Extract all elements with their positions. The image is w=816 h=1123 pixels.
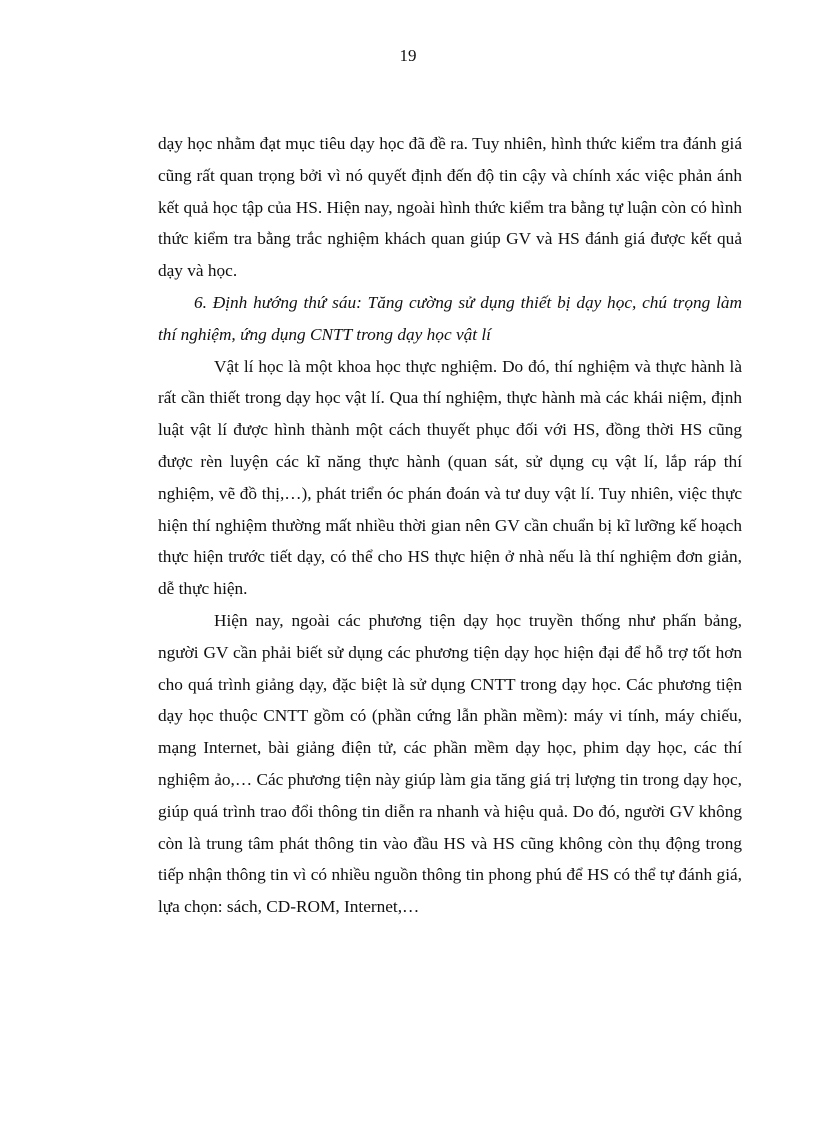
paragraph-it-media: Hiện nay, ngoài các phương tiện dạy học truyền thống như phấn bảng, người GV cần phải biết sử dụng các phương tiện dạy học hiện đại để hỗ trợ tốt hơn cho quá trình giảng dạy, đặc biệt là sử dụng CNTT trong dạy học. Các phương tiện dạy học thuộc CNTT gồm có (phần cứng lẫn phần mềm): máy vi tính, máy chiếu, mạng Internet, bài giảng điện tử, các phần mềm dạy học, phim dạy học, các thí nghiệm ảo,… Các phương tiện này giúp làm gia tăng giá trị lượng tin trong dạy học, giúp quá trình trao đổi thông tin diễn ra nhanh và hiệu quả. Do đó, người GV không còn là trung tâm phát thông tin vào đầu HS và HS cũng không còn thụ động trong tiếp nhận thông tin vì có nhiều nguồn thông tin phong phú để HS có thể tự đánh giá, lựa chọn: sách, CD-ROM, Internet,…	[158, 610, 742, 917]
section-heading-6: 6. Định hướng thứ sáu: Tăng cường sử dụng thiết bị dạy học, chú trọng làm thí nghiệm, ứng dụng CNTT trong dạy học vật lí	[158, 292, 742, 344]
page-number: 19	[399, 46, 417, 65]
document-body	[158, 128, 742, 923]
paragraph-experiments: Vật lí học là một khoa học thực nghiệm. Do đó, thí nghiệm và thực hành là rất cần thiết trong dạy học vật lí. Qua thí nghiệm, thực hành mà các khái niệm, định luật vật lí được hình thành một cách thuyết phục đối với HS, đồng thời HS cũng được rèn luyện các kĩ năng thực hành (quan sát, sử dụng cụ vật lí, lắp ráp thí nghiệm, vẽ đồ thị,…), phát triển óc phán đoán và tư duy vật lí. Tuy nhiên, việc thực hiện thí nghiệm thường mất nhiều thời gian nên GV cần chuẩn bị kĩ lưỡng kế hoạch thực hiện trước tiết dạy, có thể cho HS thực hiện ở nhà nếu là thí nghiệm đơn giản, dễ thực hiện.	[158, 356, 742, 599]
paragraph-continued: dạy học nhằm đạt mục tiêu dạy học đã đề ra. Tuy nhiên, hình thức kiểm tra đánh giá cũng rất quan trọng bởi vì nó quyết định đến độ tin cậy và chính xác việc phản ánh kết quả học tập của HS. Hiện nay, ngoài hình thức kiểm tra bằng tự luận còn có hình thức kiểm tra bằng trắc nghiệm khách quan giúp GV và HS đánh giá được kết quả dạy và học.	[158, 134, 742, 281]
